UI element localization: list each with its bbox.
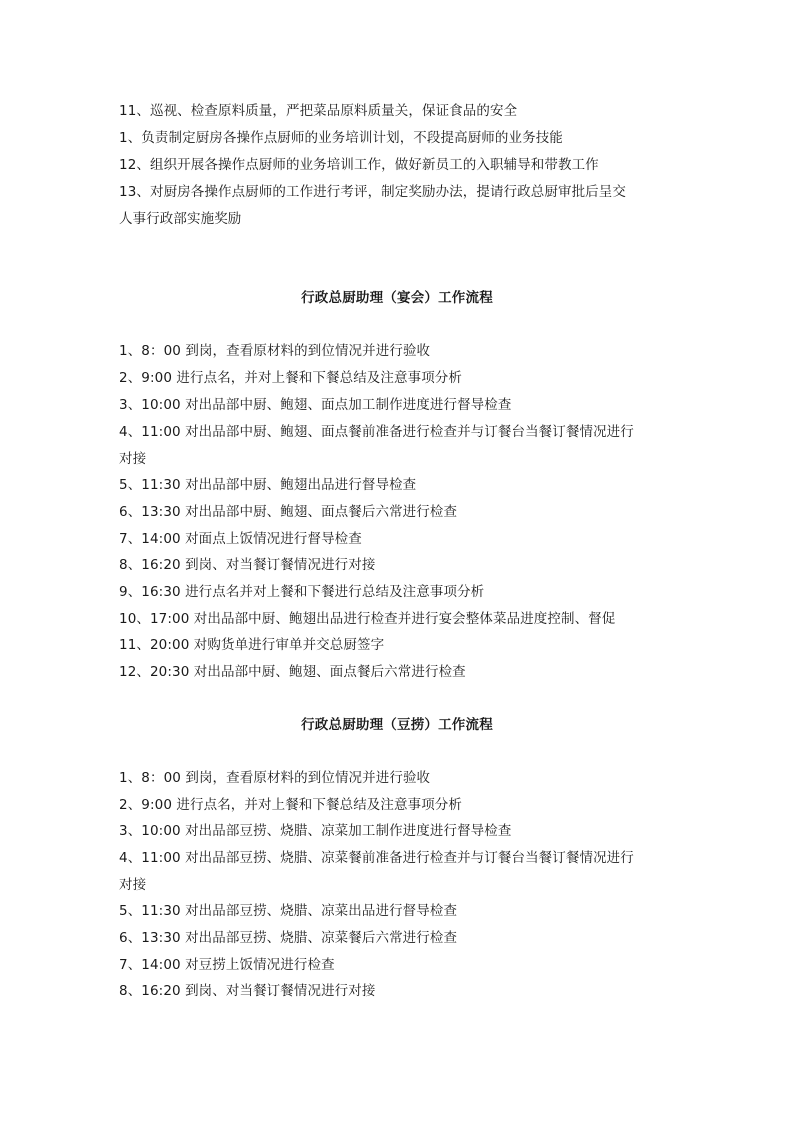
banquet-step-12: 12、20:30 对出品部中厨、鲍翅、面点餐后六常进行检查	[119, 664, 466, 680]
doulao-step-2: 2、9:00 进行点名，并对上餐和下餐总结及注意事项分析	[119, 797, 462, 813]
doulao-step-5: 5、11:30 对出品部豆捞、烧腊、凉菜出品进行督导检查	[119, 903, 458, 919]
banquet-step-11: 11、20:00 对购货单进行审单并交总厨签字	[119, 637, 385, 653]
banquet-step-5: 5、11:30 对出品部中厨、鲍翅出品进行督导检查	[119, 477, 417, 493]
intro-line-1: 11、巡视、检查原料质量，严把菜品原料质量关，保证食品的安全	[119, 103, 518, 119]
banquet-step-2: 2、9:00 进行点名，并对上餐和下餐总结及注意事项分析	[119, 370, 462, 386]
doulao-step-1: 1、8：00 到岗，查看原材料的到位情况并进行验收	[119, 770, 431, 786]
intro-line-3: 12、组织开展各操作点厨师的业务培训工作，做好新员工的入职辅导和带教工作	[119, 157, 599, 173]
banquet-step-6: 6、13:30 对出品部中厨、鲍翅、面点餐后六常进行检查	[119, 504, 458, 520]
banquet-step-7: 7、14:00 对面点上饭情况进行督导检查	[119, 531, 362, 547]
intro-line-4: 13、对厨房各操作点厨师的工作进行考评，制定奖励办法，提请行政总厨审批后呈交	[119, 184, 626, 200]
banquet-step-1: 1、8：00 到岗，查看原材料的到位情况并进行验收	[119, 343, 431, 359]
section-title-doulao: 行政总厨助理（豆捞）工作流程	[301, 717, 493, 733]
banquet-step-9: 9、16:30 进行点名并对上餐和下餐进行总结及注意事项分析	[119, 584, 485, 600]
doulao-step-7: 7、14:00 对豆捞上饭情况进行检查	[119, 957, 335, 973]
banquet-step-4-cont: 对接	[119, 451, 147, 467]
doulao-step-4-cont: 对接	[119, 877, 147, 893]
section-title-banquet: 行政总厨助理（宴会）工作流程	[301, 290, 493, 306]
banquet-step-8: 8、16:20 到岗、对当餐订餐情况进行对接	[119, 557, 376, 573]
banquet-step-4: 4、11:00 对出品部中厨、鲍翅、面点餐前准备进行检查并与订餐台当餐订餐情况进行	[119, 424, 634, 440]
doulao-step-8: 8、16:20 到岗、对当餐订餐情况进行对接	[119, 983, 376, 999]
banquet-step-3: 3、10:00 对出品部中厨、鲍翅、面点加工制作进度进行督导检查	[119, 397, 512, 413]
doulao-step-6: 6、13:30 对出品部豆捞、烧腊、凉菜餐后六常进行检查	[119, 930, 458, 946]
intro-line-2: 1、负责制定厨房各操作点厨师的业务培训计划，不段提高厨师的业务技能	[119, 130, 563, 146]
doulao-step-4: 4、11:00 对出品部豆捞、烧腊、凉菜餐前准备进行检查并与订餐台当餐订餐情况进行	[119, 850, 634, 866]
intro-line-5: 人事行政部实施奖励	[119, 211, 242, 227]
doulao-step-3: 3、10:00 对出品部豆捞、烧腊、凉菜加工制作进度进行督导检查	[119, 823, 512, 839]
banquet-step-10: 10、17:00 对出品部中厨、鲍翅出品进行检查并进行宴会整体菜品进度控制、督促	[119, 611, 616, 627]
